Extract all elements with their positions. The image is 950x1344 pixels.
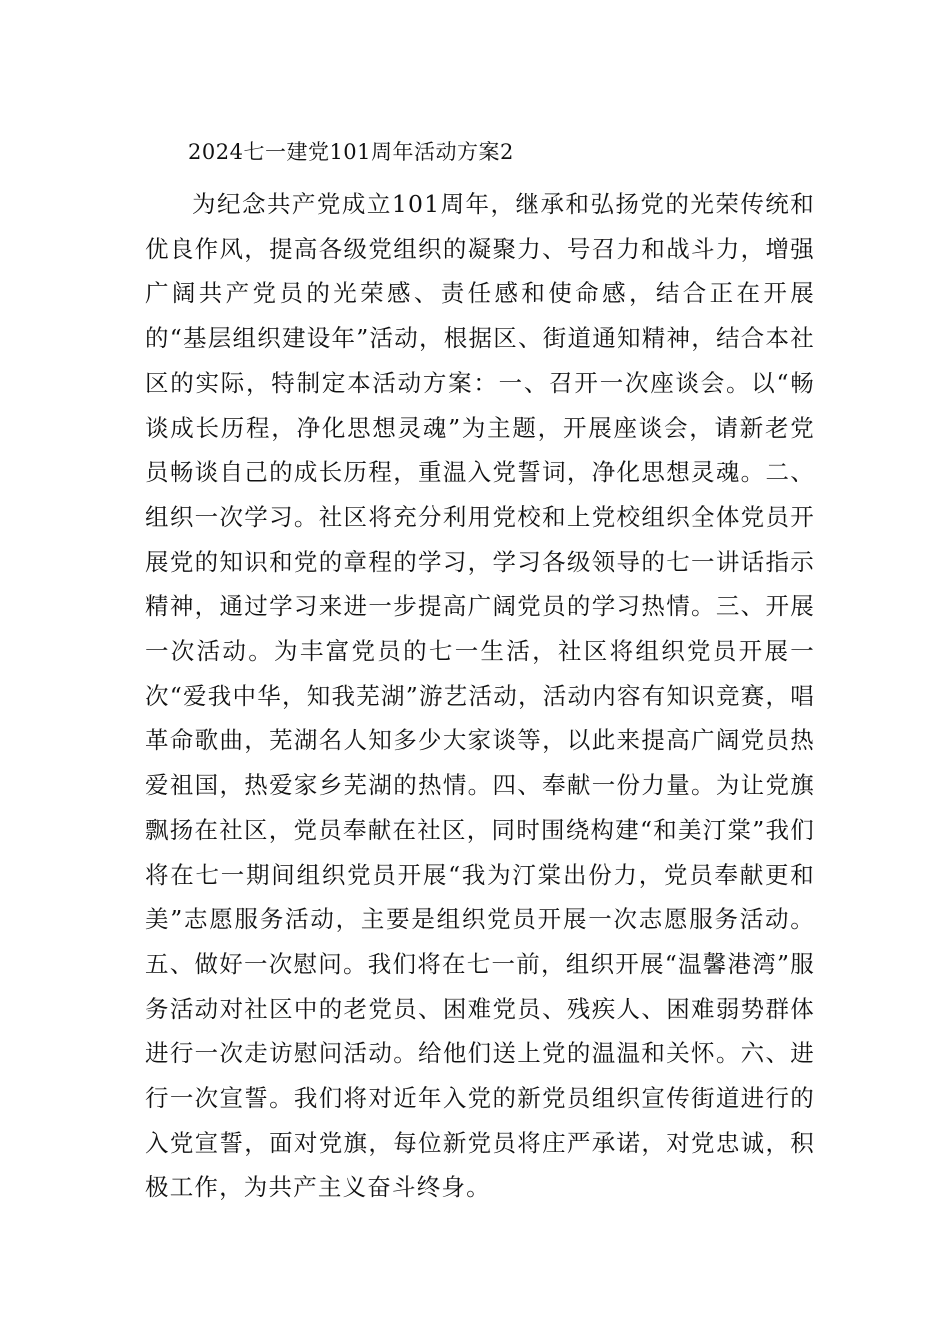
document-body-paragraph: 为纪念共产党成立101周年，继承和弘扬党的光荣传统和优良作风，提高各级党组织的凝聚力、号召力和战斗力，增强广阔共产党员的光荣感、责任感和使命感，结合正在开展的“基层组织建设年”活动，根据区、街道通知精神，结合本社区的实际，特制定本活动方案：一、召开一次座谈会。以“畅谈成长历程，净化思想灵魂”为主题，开展座谈会，请新老党员畅谈自己的成长历程，重温入党誓词，净化思想灵魂。二、组织一次学习。社区将充分利用党校和上党校组织全体党员开展党的知识和党的章程的学习，学习各级领导的七一讲话指示精神，通过学习来进一步提高广阔党员的学习热情。三、开展一次活动。为丰富党员的七一生活，社区将组织党员开展一次“爱我中华，知我芜湖”游艺活动，活动内容有知识竞赛，唱革命歌曲，芜湖名人知多少大家谈等，以此来提高广阔党员热爱祖国，热爱家乡芜湖的热情。四、奉献一份力量。为让党旗飘扬在社区，党员奉献在社区，同时围绕构建“和美汀棠”我们将在七一期间组织党员开展“我为汀棠出份力，党员奉献更和美”志愿服务活动，主要是组织党员开展一次志愿服务活动。五、做好一次慰问。我们将在七一前，组织开展“温馨港湾”服务活动对社区中的老党员、困难党员、残疾人、困难弱势群体进行一次走访慰问活动。给他们送上党的温温和关怀。六、进行一次宣誓。我们将对近年入党的新党员组织宣传街道进行的入党宣誓，面对党旗，每位新党员将庄严承诺，对党忠诚，积极工作，为共产主义奋斗终身。 <box>145 190 815 1202</box>
document-title: 2024七一建党101周年活动方案2 <box>188 140 514 164</box>
